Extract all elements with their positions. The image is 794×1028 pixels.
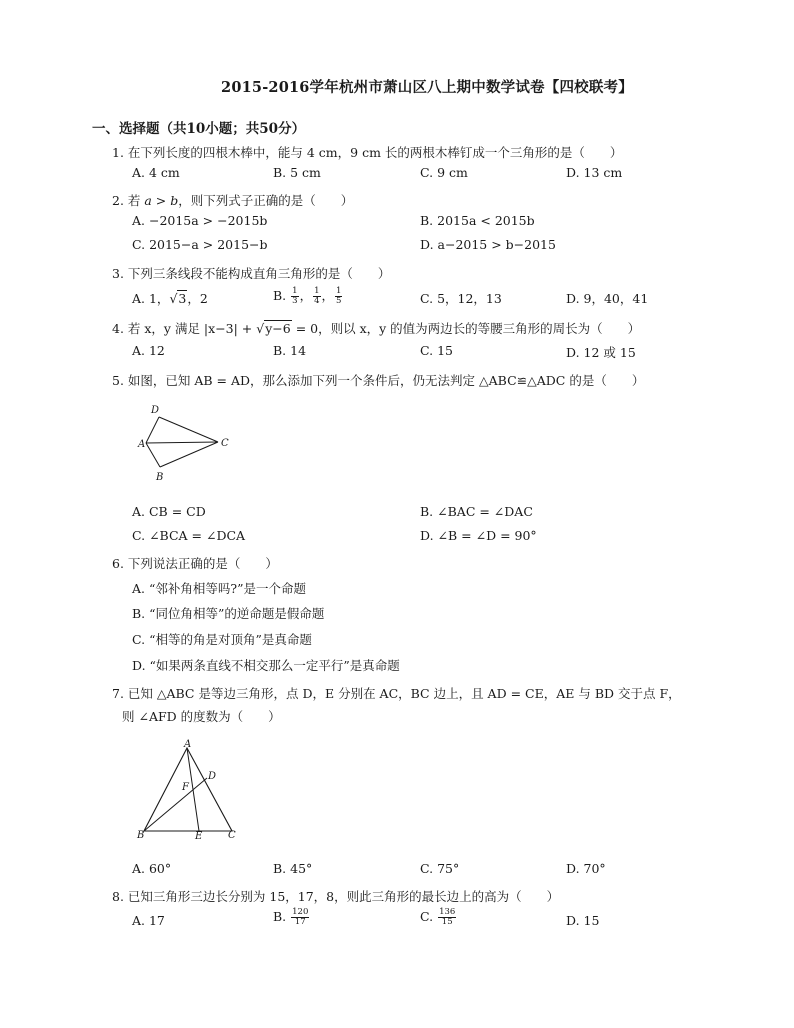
q1-option-b: B. 5 cm [273, 165, 321, 180]
q3-option-a: A. 1，√3，2 [132, 291, 208, 306]
q2-condition: a > b [144, 193, 179, 208]
q5-kite-figure [132, 398, 242, 486]
q3-option-d: D. 9，40，41 [566, 291, 649, 306]
q7-label-f: F [182, 782, 189, 793]
q3-option-b: B. $\frac{1}{3}$ ， $\frac{1}{4}$ ， $\frac{1}{5}$ [273, 286, 342, 306]
q2-option-b: B. 2015a < 2015b [420, 213, 535, 228]
q4-option-c: C. 15 [420, 343, 453, 358]
q6-option-b: B. “同位角相等”的逆命题是假命题 [132, 606, 325, 621]
q2-stem-end: ，则下列式子正确的是（ ） [178, 193, 354, 208]
q8-option-a: A. 17 [132, 913, 165, 928]
q5-label-c: C [221, 438, 229, 449]
q3-option-c: C. 5，12，13 [420, 291, 502, 306]
q6-option-c: C. “相等的角是对顶角”是真命题 [132, 632, 312, 647]
question-4: 4. 若 x，y 满足 |x−3| + √y−6 = 0，则以 x，y 的值为两边长的等腰三角形的周长为（ ） [112, 321, 641, 336]
q3-b-frac-1: $\frac{1}{3}$ [292, 286, 298, 306]
q2-stem-start: 2. 若 [112, 193, 145, 208]
q5-option-d: D. ∠B = ∠D = 90° [420, 528, 537, 543]
question-5: 5. 如图，已知 AB = AD，那么添加下列一个条件后，仍无法判定 △ABC≌△ADC 的是（ ） [112, 373, 645, 388]
q6-option-a: A. “邻补角相等吗?”是一个命题 [132, 581, 306, 596]
q4-stem-end: = 0，则以 x，y 的值为两边长的等腰三角形的周长为（ ） [291, 321, 641, 336]
q3-a-radicand: 3 [178, 291, 187, 306]
q7-label-a: A [184, 739, 192, 750]
q7-label-e: E [195, 831, 203, 842]
q7-option-d: D. 70° [566, 861, 606, 876]
question-6: 6. 下列说法正确的是（ ） [112, 556, 278, 571]
q8-c-pre: C. [420, 909, 438, 924]
question-2 [112, 191, 353, 209]
q6-option-d: D. “如果两条直线不相交那么一定平行”是真命题 [132, 658, 400, 673]
q1-option-c: C. 9 cm [420, 165, 468, 180]
q7-label-c: C [228, 830, 236, 841]
q3-b-frac-2: $\frac{1}{4}$ [314, 286, 320, 306]
q5-option-c: C. ∠BCA = ∠DCA [132, 528, 246, 543]
q2-option-c: C. 2015−a > 2015−b [132, 237, 268, 252]
q7-label-d: D [208, 771, 217, 782]
q7-option-a: A. 60° [132, 861, 172, 876]
q8-option-c [420, 908, 457, 927]
q7-option-c: C. 75° [420, 861, 460, 876]
q4-option-d: D. 12 或 15 [566, 345, 636, 360]
question-1: 1. 在下列长度的四根木棒中，能与 4 cm，9 cm 长的两根木棒钉成一个三角形的是（ ） [112, 145, 623, 160]
q5-option-b: B. ∠BAC = ∠DAC [420, 504, 533, 519]
question-3: 3. 下列三条线段不能构成直角三角形的是（ ） [112, 266, 391, 281]
q3-b-frac-3: $\frac{1}{5}$ [336, 286, 342, 306]
q5-label-d: D [151, 405, 160, 416]
section-heading: 一、选择题（共10小题；共50分） [92, 121, 306, 137]
q8-option-d: D. 15 [566, 913, 600, 928]
q2-option-a: A. −2015a > −2015b [132, 213, 268, 228]
q5-option-a: A. CB = CD [132, 504, 206, 519]
q3-b-pre: B. [273, 288, 291, 303]
q1-option-d: D. 13 cm [566, 165, 623, 180]
q8-b-frac: $\frac{120}{17}$ [292, 907, 309, 927]
q8-b-pre: B. [273, 909, 291, 924]
q1-option-a: A. 4 cm [132, 165, 180, 180]
exam-title: 2015-2016学年杭州市萧山区八上期中数学试卷【四校联考】 [221, 79, 633, 96]
question-8: 8. 已知三角形三边长分别为 15，17，8，则此三角形的最长边上的高为（ ） [112, 889, 560, 904]
q2-option-d: D. a−2015 > b−2015 [420, 237, 556, 252]
q7-option-b: B. 45° [273, 861, 313, 876]
q7-triangle-figure [132, 738, 246, 842]
q8-c-frac: $\frac{136}{15}$ [439, 907, 456, 927]
q8-option-b [273, 908, 310, 927]
question-7-line-2: 则 ∠AFD 的度数为（ ） [122, 709, 281, 724]
q5-label-b: B [156, 472, 164, 483]
q7-label-b: B [137, 830, 145, 841]
q4-option-b: B. 14 [273, 343, 307, 358]
q4-radicand: y−6 [265, 321, 291, 336]
q3-a-post: ，2 [187, 291, 208, 306]
q4-option-a: A. 12 [132, 343, 165, 358]
q3-a-pre: A. 1， [132, 291, 170, 306]
q4-stem-start: 4. 若 x，y 满足 |x−3| + [112, 321, 257, 336]
q5-label-a: A [138, 439, 146, 450]
question-7-line-1: 7. 已知 △ABC 是等边三角形，点 D，E 分别在 AC，BC 边上，且 AD = CE，AE 与 BD 交于点 F， [112, 686, 681, 701]
